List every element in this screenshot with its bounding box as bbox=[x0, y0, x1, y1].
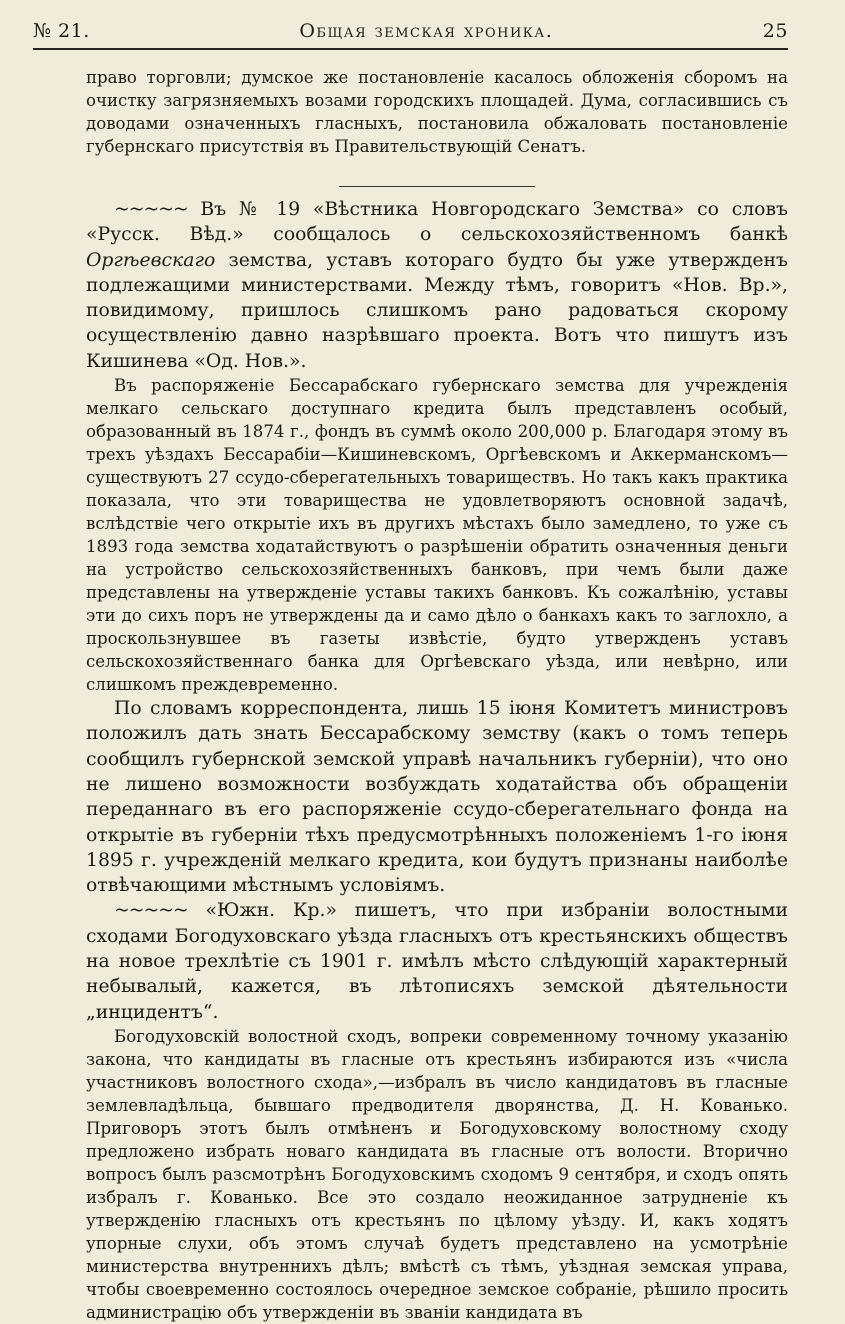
header-rule bbox=[33, 48, 788, 50]
paragraph-3: Въ распоряженіе Бессарабскаго губернскаго земства для учрежденія мелкаго сельскаго доступнаго кредита былъ представленъ особый, образованный въ 1874 г., фондъ въ суммѣ около 200,000 р. Благодаря этому въ трехъ уѣздахъ Бессарабіи—Кишиневскомъ, Оргѣевскомъ и Аккерманскомъ—существуютъ 27 ссудо-сберегательныхъ товариществъ. Но такъ какъ практика показала, что эти товарищества не удовлетворяютъ основной задачѣ, вслѣдствіе чего открытіе ихъ въ другихъ мѣстахъ было замедлено, то уже съ 1893 года земства ходатайствуютъ о разрѣшеніи обратить означенныя деньги на устройство сельскохозяйственныхъ банковъ, при чемъ были даже представлены на утвержденіе уставы такихъ банковъ. Къ сожалѣнію, уставы эти до сихъ поръ не утверждены да и само дѣло о банкахъ какъ то заглохло, а проскользнувшее въ газеты извѣстіе, будто утвержденъ уставъ сельскохозяйственнаго банка для Оргѣевскаго уѣзда, или невѣрно, или слишкомъ преждевременно. bbox=[86, 376, 788, 695]
paragraph-5-text: «Южн. Кр.» пишетъ, что при избраніи волостными сходами Богодуховскаго уѣзда гласныхъ отъ крестьянскихъ обществъ на новое трехлѣтіе съ 1901 г. имѣлъ мѣсто слѣдующій характерный небывалый, кажется, въ лѣтописяхъ земской дѣятельности „инцидентъ“. bbox=[86, 900, 788, 1023]
page-header bbox=[33, 14, 788, 48]
wave-ornament: ~~~~~ bbox=[114, 199, 188, 220]
paragraph-5 bbox=[86, 898, 788, 1024]
section-divider bbox=[339, 186, 535, 187]
issue-number: № 21. bbox=[33, 20, 90, 42]
wave-ornament: ~~~~~ bbox=[114, 900, 188, 922]
page-number: 25 bbox=[762, 20, 788, 42]
paragraph-2 bbox=[86, 197, 788, 374]
paragraph-1: право торговли; думское же постановленіе касалось обложенія сборомъ на очистку загрязняемыхъ возами городскихъ площадей. Дума, согласившись съ доводами означенныхъ гласныхъ, постановила обжаловать постановленіе губернскаго присутствія въ Правительствующій Сенатъ. bbox=[86, 68, 788, 156]
article-body bbox=[86, 66, 788, 1324]
paragraph-2-text-b: земства, уставъ котораго будто бы уже утвержденъ подлежащими министерствами. Между тѣмъ, говоритъ «Нов. Вр.», повидимому, пришлось слишкомъ рано радоваться скорому осуществленію давно назрѣвшаго проекта. Вотъ что пишутъ изъ Кишинева «Од. Нов.». bbox=[86, 249, 788, 372]
paragraph-2-italic: Оргѣевскаго bbox=[86, 249, 216, 271]
paragraph-4: По словамъ корреспондента, лишь 15 іюня Комитетъ министровъ положилъ дать знать Бессарабскому земству (какъ о томъ теперь сообщилъ губернской земской управѣ начальникъ губерніи), что оно не лишено возможности возбуждать ходатайства объ обращеніи переданнаго въ его распоряженіе ссудо-сберегательнаго фонда на открытіе въ губерніи тѣхъ предусмотрѣнныхъ положеніемъ 1-го іюня 1895 г. учрежденій мелкаго кредита, кои будутъ признаны наиболѣе отвѣчающими мѣстнымъ условіямъ. bbox=[86, 698, 788, 897]
paragraph-2-text-a: Въ № 19 «Вѣстника Новгородскаго Земства» со словъ «Русск. Вѣд.» сообщалось о сельскохозяйственномъ банкѣ bbox=[86, 199, 788, 246]
running-title: Общая земская хроника. bbox=[299, 20, 554, 42]
paragraph-6: Богодуховскій волостной сходъ, вопреки современному точному указанію закона, что кандидаты въ гласные отъ крестьянъ избираются изъ «числа участниковъ волостного схода»,—избралъ въ число кандидатовъ въ гласные землевладѣльца, бывшаго предводителя дворянства, Д. Н. Кованько. Приговоръ этотъ былъ отмѣненъ и Богодуховскому волостному сходу предложено избрать новаго кандидата въ гласные отъ волости. Вторично вопросъ былъ разсмотрѣнъ Богодуховскимъ сходомъ 9 сентября, и сходъ опять избралъ г. Кованько. Все это создало неожиданное затрудненіе къ утвержденію гласныхъ отъ крестьянъ по цѣлому уѣзду. И, какъ ходятъ упорные слухи, объ этомъ случаѣ будетъ представлено на усмотрѣніе министерства внутреннихъ дѣлъ; вмѣстѣ съ тѣмъ, уѣздная земская управа, чтобы своевременно состоялось очередное земское собраніе, рѣшило просить администрацію объ утвержденіи въ званіи кандидата въ bbox=[86, 1026, 788, 1322]
